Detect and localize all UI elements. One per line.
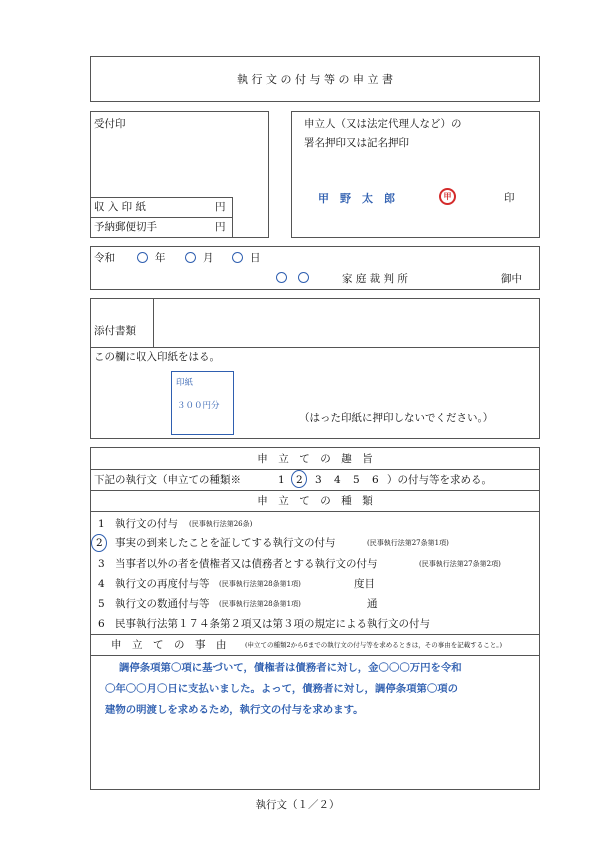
applicant-name: 甲 野 太 郎 [318,192,395,205]
month-circle-mark [185,252,196,263]
type-item-2-ref: (民事執行法第27条第1項) [367,539,449,547]
reason-line-3: 建物の明渡しを求めるため，執行文の付与を求めます。 [105,704,364,716]
type-item-1-num: 1 [98,518,105,530]
purpose-header: 申 立 て の 趣 旨 [257,453,373,465]
type-item-5-extra: 通 [367,598,378,610]
type-item-4-extra: 度目 [354,578,375,590]
seal-label: 印 [504,192,515,204]
seal-note: （はった印紙に押印しないでください。） [299,412,494,424]
seal-icon: 甲 [439,188,456,205]
stamp-placeholder [171,371,234,435]
attachments-label: 添付書類 [94,325,136,337]
type-item-2-text: 事実の到来したことを証してする執行文の付与 [115,537,336,549]
title-box [90,56,540,102]
type-item-3-num: 3 [98,558,105,570]
type-item-1-ref: (民事執行法第26条) [189,520,253,528]
purpose-num-1: 1 [278,474,285,486]
purpose-selected-circle [291,470,307,488]
purpose-text-post: ）の付与等を求める。 [387,474,492,486]
types-header: 申 立 て の 種 類 [257,495,373,507]
type-item-3-ref: (民事執行法第27条第2項) [419,560,501,568]
applicant-line2: 署名押印又は記名押印 [304,137,409,149]
type-item-4-num: 4 [98,578,105,590]
purpose-text-pre: 下記の執行文（申立ての種類※ [94,474,241,486]
purpose-num-6: 6 [372,474,379,486]
receipt-box [90,111,269,238]
purpose-num-2: 2 [296,474,303,486]
type-item-4-text: 執行文の再度付与等 [115,578,210,590]
postage-yen: 円 [215,221,226,233]
inshi-label: 印紙 [176,378,194,388]
type-item-6-text: 民事執行法第１７４条第２項又は第３項の規定による執行文の付与 [115,618,430,630]
type-item-4-ref: (民事執行法第28条第1項) [219,580,301,588]
type-item-5-num: 5 [98,598,105,610]
revenue-stamp-label: 収 入 印 紙 [94,201,147,213]
page-title: 執 行 文 の 付 与 等 の 申 立 書 [237,73,393,86]
postage-label: 予納郵便切手 [94,221,157,233]
application-box [90,447,540,790]
year-circle-mark [137,252,148,263]
day-circle-mark [232,252,243,263]
attachments-box [90,298,540,439]
stamp-amount: ３００円分 [177,401,220,411]
court-name: 家 庭 裁 判 所 [342,273,408,285]
era-label: 令和 [94,252,115,264]
stamp-note: この欄に収入印紙をはる。 [94,351,220,363]
page-footer: 執行文（１／２） [255,799,340,811]
type-item-5-ref: (民事執行法第28条第1項) [219,600,301,608]
year-label: 年 [155,252,166,264]
reason-note: (申立ての種類2から6までの執行文の付与等を求めるときは，その事由を記載すること。) [245,641,503,649]
applicant-line1: 申立人（又は法定代理人など）の [304,118,462,130]
onchu-label: 御中 [501,273,522,285]
reason-header: 申 立 て の 事 由 [111,639,227,651]
type-item-5-text: 執行文の数通付与等 [115,598,210,610]
revenue-stamp-yen: 円 [215,201,226,213]
reason-line-1: 調停条項第〇項に基づいて，債権者は債務者に対し，金〇〇〇万円を令和 [119,662,462,674]
date-court-box [90,246,540,290]
reason-line-2: 〇年〇〇月〇日に支払いました。よって，債務者に対し，調停条項第〇項の [105,683,459,695]
purpose-num-5: 5 [353,474,360,486]
court-circle-mark-2 [298,272,309,283]
receipt-label: 受付印 [94,118,126,130]
month-label: 月 [203,252,214,264]
type-item-6-num: 6 [98,618,105,630]
court-circle-mark-1 [276,272,287,283]
type-item-3-text: 当事者以外の者を債権者又は債務者とする執行文の付与 [115,558,378,570]
purpose-num-3: 3 [315,474,322,486]
day-label: 日 [250,252,261,264]
applicant-box [291,111,540,238]
type-item-1-text: 執行文の付与 [115,518,178,530]
type-item-2-num: 2 [96,537,103,549]
purpose-num-4: 4 [334,474,341,486]
